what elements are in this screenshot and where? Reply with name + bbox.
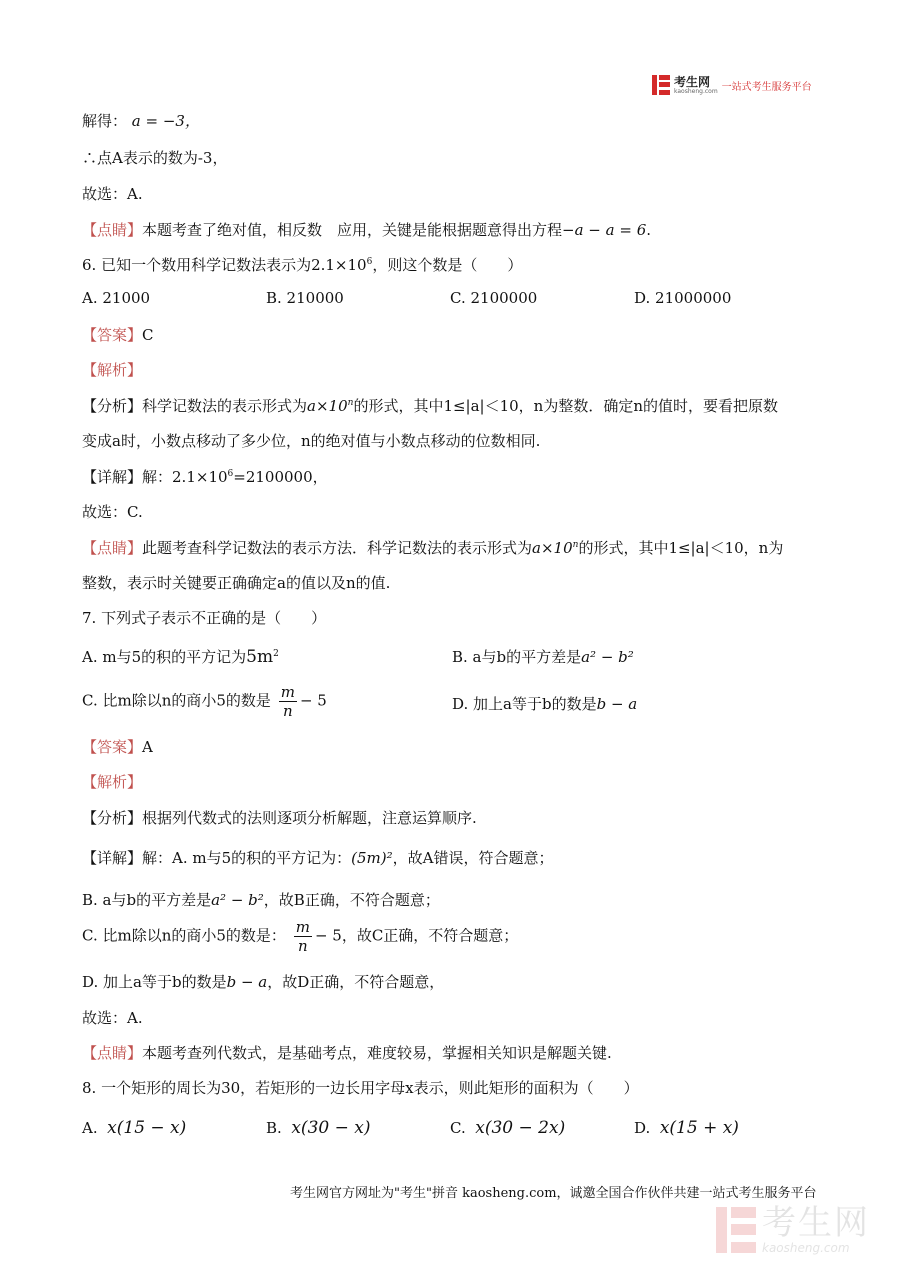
q5-conclusion: ∴点A表示的数为-3， (82, 149, 228, 167)
q6-option-b: B. 210000 (266, 289, 344, 307)
q6-xiangjie: 【详解】解：$2.1\times 10^6=2100000$， (82, 468, 328, 486)
q5-solve-expr: a = −3， (131, 112, 200, 130)
watermark-logo-icon (716, 1207, 756, 1253)
header-logo (652, 72, 812, 98)
logo-icon (652, 75, 670, 95)
watermark-name: 考生网 (762, 1203, 870, 1243)
q8-stem: 8. 一个矩形的周长为30，若矩形的一边长用字母x表示，则此矩形的面积为（ ） (82, 1079, 639, 1097)
q6-comment-line2: 整数，表示时关键要正确确定a的值以及n的值. (82, 574, 391, 592)
fenxi-tag: 【分析】 (82, 397, 143, 415)
q6-analysis-tag: 【解析】 (82, 361, 143, 379)
q7-fenxi: 【分析】根据列代数式的法则逐项分析解题，注意运算顺序. (82, 809, 477, 827)
q6-option-a: A. 21000 (82, 289, 151, 307)
q6-option-d: D. 21000000 (634, 289, 732, 307)
q8-option-c: C. x(30 − 2x) (450, 1118, 566, 1138)
fraction: $\frac{m}{n}$ (295, 918, 310, 955)
q7-option-b: B. a与b的平方差是a² − b² (452, 648, 634, 666)
q8-option-a: A. x(15 − x) (82, 1118, 187, 1138)
q7-answer: 【答案】A (82, 738, 153, 756)
q6-choose: 故选：C. (82, 503, 143, 521)
q5-solve-line: 解得： a = −3， (82, 112, 200, 130)
q7-option-c: C. 比m除以n的商小5的数是 $\frac{m}{n}$ − 5 (82, 683, 327, 720)
comment-tag: 【点睛】 (82, 221, 143, 239)
logo-domain: kaosheng.com (674, 87, 718, 95)
q6-option-c: C. 2100000 (450, 289, 538, 307)
xiangjie-tag: 【详解】 (82, 468, 143, 486)
q7-comment: 【点睛】本题考查列代数式，是基础考点，难度较易，掌握相关知识是解题关键. (82, 1044, 612, 1062)
q7-option-a: A. m与5的积的平方记为$5m^2$ (82, 647, 279, 667)
q6-comment-line1: 【点睛】此题考查科学记数法的表示方法．科学记数法的表示形式为$a\times 10^n$的形式，其中1≤|a|＜10，n为 (82, 539, 784, 557)
fenxi-tag: 【分析】 (82, 809, 143, 827)
fraction: $\frac{m}{n}$ (280, 683, 295, 720)
watermark-domain: kaosheng.com (762, 1241, 850, 1255)
xiangjie-tag: 【详解】 (82, 849, 143, 867)
q8-option-d: D. x(15 + x) (634, 1118, 739, 1138)
q7-xiangjie-d: D. 加上a等于b的数是b − a，故D正确，不符合题意， (82, 973, 445, 991)
q5-choose: 故选：A. (82, 185, 143, 203)
q7-xiangjie-b: B. a与b的平方差是a² − b²，故B正确，不符合题意； (82, 891, 440, 909)
comment-tag: 【点睛】 (82, 1044, 143, 1062)
q5-comment: 【点睛】本题考查了绝对值，相反数 应用，关键是能根据题意得出方程−a − a = 6. (82, 221, 652, 239)
logo-name: 考生网 (674, 74, 711, 89)
page-footer: 考生网官方网址为"考生"拼音 kaosheng.com，诚邀全国合作伙伴共建一站式考生服务平台 (290, 1186, 817, 1201)
q6-stem: 6. 已知一个数用科学记数法表示为$2.1\times 10^6$，则这个数是（ ） (82, 256, 523, 274)
watermark (716, 1203, 870, 1255)
answer-tag: 【答案】 (82, 326, 143, 344)
answer-tag: 【答案】 (82, 738, 143, 756)
q7-option-d: D. 加上a等于b的数是b − a (452, 695, 638, 713)
q6-fenxi-line1: 【分析】科学记数法的表示形式为$a\times 10^n$的形式，其中1≤|a|＜10，n为整数．确定n的值时，要看把原数 (82, 397, 779, 415)
q8-option-b: B. x(30 − x) (266, 1118, 371, 1138)
logo-slogan: 一站式考生服务平台 (721, 81, 812, 93)
q6-answer: 【答案】C (82, 326, 154, 344)
q6-fenxi-line2: 变成a时，小数点移动了多少位，n的绝对值与小数点移动的位数相同. (82, 432, 541, 450)
comment-tag: 【点睛】 (82, 539, 143, 557)
q7-analysis-tag: 【解析】 (82, 773, 143, 791)
q7-choose: 故选：A. (82, 1009, 143, 1027)
q7-xiangjie-a: 【详解】解：A. m与5的积的平方记为：(5m)²，故A错误，符合题意； (82, 849, 554, 867)
q5-comment-expr: −a − a = 6 (562, 221, 647, 239)
q7-xiangjie-c: C. 比m除以n的商小5的数是： $\frac{m}{n}$ − 5，故C正确，不符合题意； (82, 918, 519, 955)
q7-stem: 7. 下列式子表示不正确的是（ ） (82, 609, 327, 627)
